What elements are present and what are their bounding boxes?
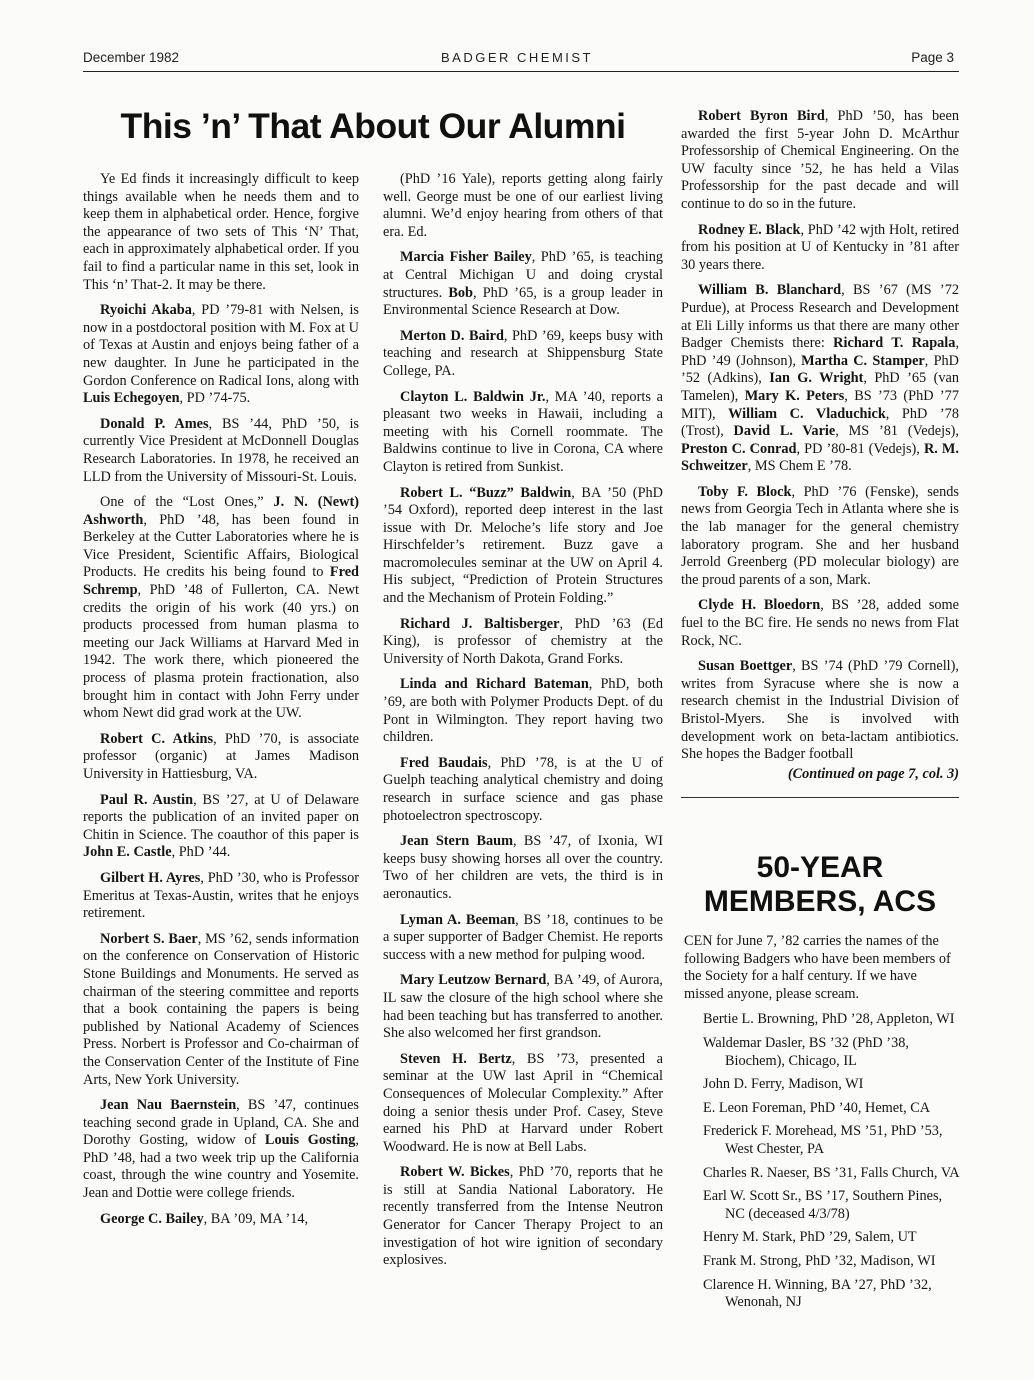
article-column-1 [83,171,359,1236]
alumni-entry [383,833,663,903]
alumni-entry [681,108,959,214]
alumni-entry [383,676,663,746]
member-item: Clarence H. Winning, BA ’27, PhD ’32, Wenonah, NJ [703,1276,932,1311]
entry-text: , PhD ’78 (Trost), [681,405,959,440]
alumni-name: Bob [448,284,473,301]
alumni-entry [83,792,359,862]
entry-text: , PD ’74-75. [179,390,251,407]
alumni-name: Fred Baudais [400,754,488,771]
alumni-entry [83,1211,359,1229]
entry-text: , PhD ’78, is at the U of Guelph teaching analytical chemistry and doing research in surface science and gas phase photoelectron spectroscopy. [383,754,663,824]
entry-text: , PhD ’49 (Johnson), [681,335,960,369]
alumni-entry [83,1097,359,1203]
alumni-name: Martha C. Stamper [801,352,925,369]
alumni-entry [383,249,663,319]
acs-intro: CEN for June 7, ’82 carries the names of the following Badgers who have been members of the Society for a half century. If we have missed anyone, please scream. [684,933,951,1002]
alumni-name: Lyman A. Beeman [400,911,516,928]
entry-text: , PhD ’48 of Fullerton, CA. Newt credits the origin of his work (40 yrs.) on products processed from human plasma to meeting our Jack Williams at Harvard Med in 1942. The work there, which pioneered the process of plasma protein fractionation, also brought him in contact with John Ferry under whom Newt did grad work at the UW. [83,582,359,722]
entry-text: , PD ’80-81 (Vedejs), [796,440,924,457]
alumni-name: William C. Vladuchick [728,405,886,422]
entry-text: , PhD ’48, had a two week trip up the California coast, through the wine country and Yosemite. Jean and Dottie were college friends. [83,1132,359,1202]
entry-text: , BS ’18, continues to be a super supporter of Badger Chemist. He reports success with a new method for pulping wood. [383,911,663,963]
alumni-name: Robert L. “Buzz” Baldwin [400,484,572,501]
alumni-name: Fred Schremp [83,564,359,599]
member-item: Waldemar Dasler, BS ’32 (PhD ’38, Biochem), Chicago, IL [703,1034,909,1069]
entry-text: (PhD ’16 Yale), reports getting along fairly well. George must be one of our earliest living alumni. We’d enjoy hearing from others of that era. Ed. [383,171,663,240]
alumni-name: William B. Blanchard [698,282,842,299]
alumni-entry [681,597,959,650]
article-column-2 [383,171,663,1278]
alumni-entry [383,389,663,477]
alumni-name: Susan Boettger [698,658,793,675]
alumni-name: Robert C. Atkins [100,730,214,747]
entry-text: , BS ’44, PhD ’50, is currently Vice President at McDonnell Douglas Research Laboratories. In 1978, he received an LLD from the University of Missouri-St. Louis. [83,415,359,485]
entry-text: , BS ’74 (PhD ’79 Cornell), writes from Syracuse where she is now a research chemist in the Industrial Division of Bristol-Myers. She is involved with development work on beta-lactam antibiotics. She hopes the Badger football [681,658,959,763]
member-item: Frederick F. Morehead, MS ’51, PhD ’53, West Chester, PA [703,1123,943,1157]
entry-text: , PhD, both ’69, are both with Polymer Products Dept. of du Pont in Wilmington. They report having two children. [383,676,664,746]
alumni-name: Preston C. Conrad [681,440,797,457]
entry-text: One of the “Lost Ones,” [100,494,274,511]
publication-name: BADGER CHEMIST [440,50,593,65]
alumni-name: J. N. (Newt) Ashworth [83,494,359,528]
alumni-entry [83,494,359,723]
alumni-name: David L. Varie [733,423,836,440]
entry-text: , BS ’47, of Ixonia, WI keeps busy showing horses all over the country. Two of her children are vets, the third is in aeronautics. [383,833,663,902]
entry-text: , PhD ’65, is teaching at Central Michigan U and doing crystal structures. [383,249,664,301]
alumni-entry [383,755,663,825]
alumni-entry [383,1051,663,1157]
issue-date: December 1982 [83,50,180,65]
alumni-name: Clyde H. Bloedorn [698,597,821,614]
entry-text: , BS ’73, presented a seminar at the UW last April in “Chemical Consequences of Molecular Complexity.” After doing a senior thesis under Prof. Casey, Steve earned his PhD at Harvard under Robert Woodward. He is now at Bell Labs. [383,1050,663,1155]
entry-text: , BS ’67 (MS ’72 Purdue), at Process Research and Development at Eli Lilly informs us that there are many other Badger Chemists there: [681,282,959,352]
alumni-entry [681,658,959,764]
article-title: This ’n’ That About Our Alumni [120,106,626,146]
header-rule [83,71,959,72]
entry-text: , BS ’47, continues teaching second grade in Upland, CA. She and Dorothy Gosting, widow of [83,1097,359,1149]
alumni-entry [383,912,663,965]
alumni-entry [383,616,663,669]
alumni-entry [83,416,359,486]
entry-text: , PhD ’42 wjth Holt, retired from his position at U of Kentucky in ’81 after 30 years there. [681,221,959,273]
entry-text: , PhD ’65, is a group leader in Environmental Science Research at Dow. [383,284,663,319]
entry-text: , MA ’40, reports a pleasant two weeks in Hawaii, including a meeting with his Cornell roommate. The Baldwins continue to live in Corona, CA where Clayton is retired from Sunkist. [383,388,663,475]
entry-text: , PhD ’70, is associate professor (organic) at James Madison University in Hattiesburg, VA. [83,730,359,782]
alumni-name: R. M. Schweitzer [681,440,959,475]
entry-text: , PhD ’65 (van Tamelen), [681,370,959,404]
alumni-entry [383,485,663,608]
alumni-name: Jean Stern Baum [400,833,514,850]
page-number: Page 3 [911,50,954,65]
alumni-name: Mary Leutzow Bernard [400,972,547,989]
entry-text: , BS ’73 (PhD ’77 MIT), [681,387,959,422]
alumni-entry [83,171,359,294]
entry-text: , MS ’62, sends information on the conference on Conservation of Historic Stone Buildings and Monuments. He served as chairman of the steering committee and reports that a book containing the papers is being published by National Academy of Sciences Press. Norbert is Professor and Co-chairman of the Conservation Center of the Institute of Fine Arts, New York University. [83,930,359,1088]
entry-text: , PD ’79-81 with Nelsen, is now in a postdoctoral position with M. Fox at U of Texas at Austin and enjoys being father of a new daughter. In June he participated in the Gordon Conference on Radical Ions, along with [83,302,359,389]
alumni-name: Norbert S. Baer [100,930,198,947]
member-item: John D. Ferry, Madison, WI [703,1076,864,1093]
alumni-entry [83,931,359,1089]
entry-text: , BA ’09, MA ’14, [203,1210,309,1227]
alumni-entry [681,222,959,275]
alumni-name: Ryoichi Akaba [100,302,192,319]
alumni-entry [83,731,359,784]
alumni-name: Ian G. Wright [769,370,864,387]
alumni-name: Gilbert H. Ayres [100,869,201,886]
alumni-name: Donald P. Ames [100,415,209,432]
entry-text: , BS ’27, at U of Delaware reports the publication of an invited paper on Chitin in Science. The coauthor of this paper is [83,791,359,843]
alumni-name: Linda and Richard Bateman [400,676,589,693]
alumni-name: Mary K. Peters [744,387,845,404]
box-divider [681,797,959,798]
alumni-name: Louis Gosting [264,1132,356,1149]
entry-text: , BA ’49, of Aurora, IL saw the closure of the high school where she had been teaching but has transferred to another. She also welcomed her first grandson. [383,972,663,1042]
member-item: Charles R. Naeser, BS ’31, Falls Church, VA [703,1164,960,1181]
alumni-name: John E. Castle [83,844,172,861]
alumni-name: Rodney E. Black [698,221,801,238]
alumni-entry [83,870,359,923]
alumni-name: Steven H. Bertz [400,1050,512,1067]
entry-text: , PhD ’50, has been awarded the first 5-year John D. McArthur Professorship of Chemical Engineering. On the UW faculty since ’52, he has held a Vilas Professorship for the past decade and will continue to do so in the future. [681,108,959,212]
alumni-name: Jean Nau Baernstein [100,1097,237,1114]
acs-box [684,933,960,1318]
member-item: E. Leon Foreman, PhD ’40, Hemet, CA [703,1099,931,1116]
entry-text: , PhD ’44. [171,844,231,861]
alumni-name: Clayton L. Baldwin Jr. [400,388,546,405]
acs-box-title: 50-YEAR MEMBERS, ACS [703,851,937,918]
member-item: Earl W. Scott Sr., BS ’17, Southern Pines, NC (deceased 4/3/78) [703,1188,943,1222]
entry-text: , BS ’28, added some fuel to the BC fire. He sends no news from Flat Rock, NC. [681,597,959,649]
alumni-name: Robert W. Bickes [400,1164,510,1181]
entry-text: , PhD ’48, has been found in Berkeley at the Cutter Laboratories where he is Vice President, Scientific Affairs, Biological Products. He credits his being found to [83,511,359,581]
entry-text: , BA ’50 (PhD ’54 Oxford), reported deep interest in the last issue with Dr. Meloche’s life story and Joe Hirschfelder’s retirement. Buzz gave a macromolecules seminar at the UW on April 4. His subject, “Prediction of Protein Structures and the Mechanism of Protein Folding.” [383,484,663,607]
entry-text: , PhD ’63 (Ed King), is professor of chemistry at the University of North Dakota, Grand Forks. [383,615,663,667]
alumni-name: Marcia Fisher Bailey [400,249,532,266]
alumni-entry [83,302,359,408]
alumni-name: Richard J. Baltisberger [400,615,560,632]
continued-note: (Continued on page 7, col. 3) [787,765,959,782]
entry-text: , MS Chem E ’78. [747,458,852,475]
alumni-name: Luis Echegoyen [83,390,180,407]
alumni-entry [383,328,663,381]
alumni-entry [383,972,663,1042]
member-item: Henry M. Stark, PhD ’29, Salem, UT [703,1229,917,1246]
member-item: Frank M. Strong, PhD ’32, Madison, WI [703,1252,936,1269]
acs-member-list [684,1011,960,1311]
alumni-entry [681,484,959,590]
alumni-name: Richard T. Rapala [833,335,956,352]
alumni-entry [383,1164,663,1270]
entry-text: Ye Ed finds it increasingly difficult to keep things available when he needs them and to keep them in alphabetical order. Hence, forgive the appearance of two sets of This ‘N’ That, each in approximately alphabetical order. If you fail to find a particular name in this set, look in This ‘n’ That-2. It may be there. [83,171,359,293]
alumni-name: Paul R. Austin [100,791,194,808]
alumni-name: Merton D. Baird [400,327,504,344]
member-item: Bertie L. Browning, PhD ’28, Appleton, WI [703,1011,955,1028]
alumni-entry [383,171,663,241]
entry-text: , PhD ’52 (Adkins), [681,352,959,387]
entry-text: , PhD ’70, reports that he is still at Sandia National Laboratory. He recently transferred from the Intense Neutron Generator for Cancer Therapy Project to an investigation of hot wire ignition of secondary explosives. [383,1164,663,1269]
alumni-name: Toby F. Block [698,483,792,500]
alumni-name: Robert Byron Bird [698,108,825,124]
alumni-name: George C. Bailey [100,1210,204,1227]
entry-text: , PhD ’30, who is Professor Emeritus at Texas-Austin, writes that he enjoys retirement. [83,869,360,922]
entry-text: , PhD ’76 (Fenske), sends news from Georgia Tech in Atlanta where she is the lab manager for the general chemistry laboratory program. She and her husband Jerrold Greenberg (PD molecular biology) are the proud parents of a son, Mark. [681,483,959,588]
entry-text: , PhD ’69, keeps busy with teaching and research at Shippensburg State College, PA. [383,327,664,379]
article-column-3 [681,108,959,798]
alumni-entry [681,282,959,476]
entry-text: , MS ’81 (Vedejs), [835,423,959,440]
